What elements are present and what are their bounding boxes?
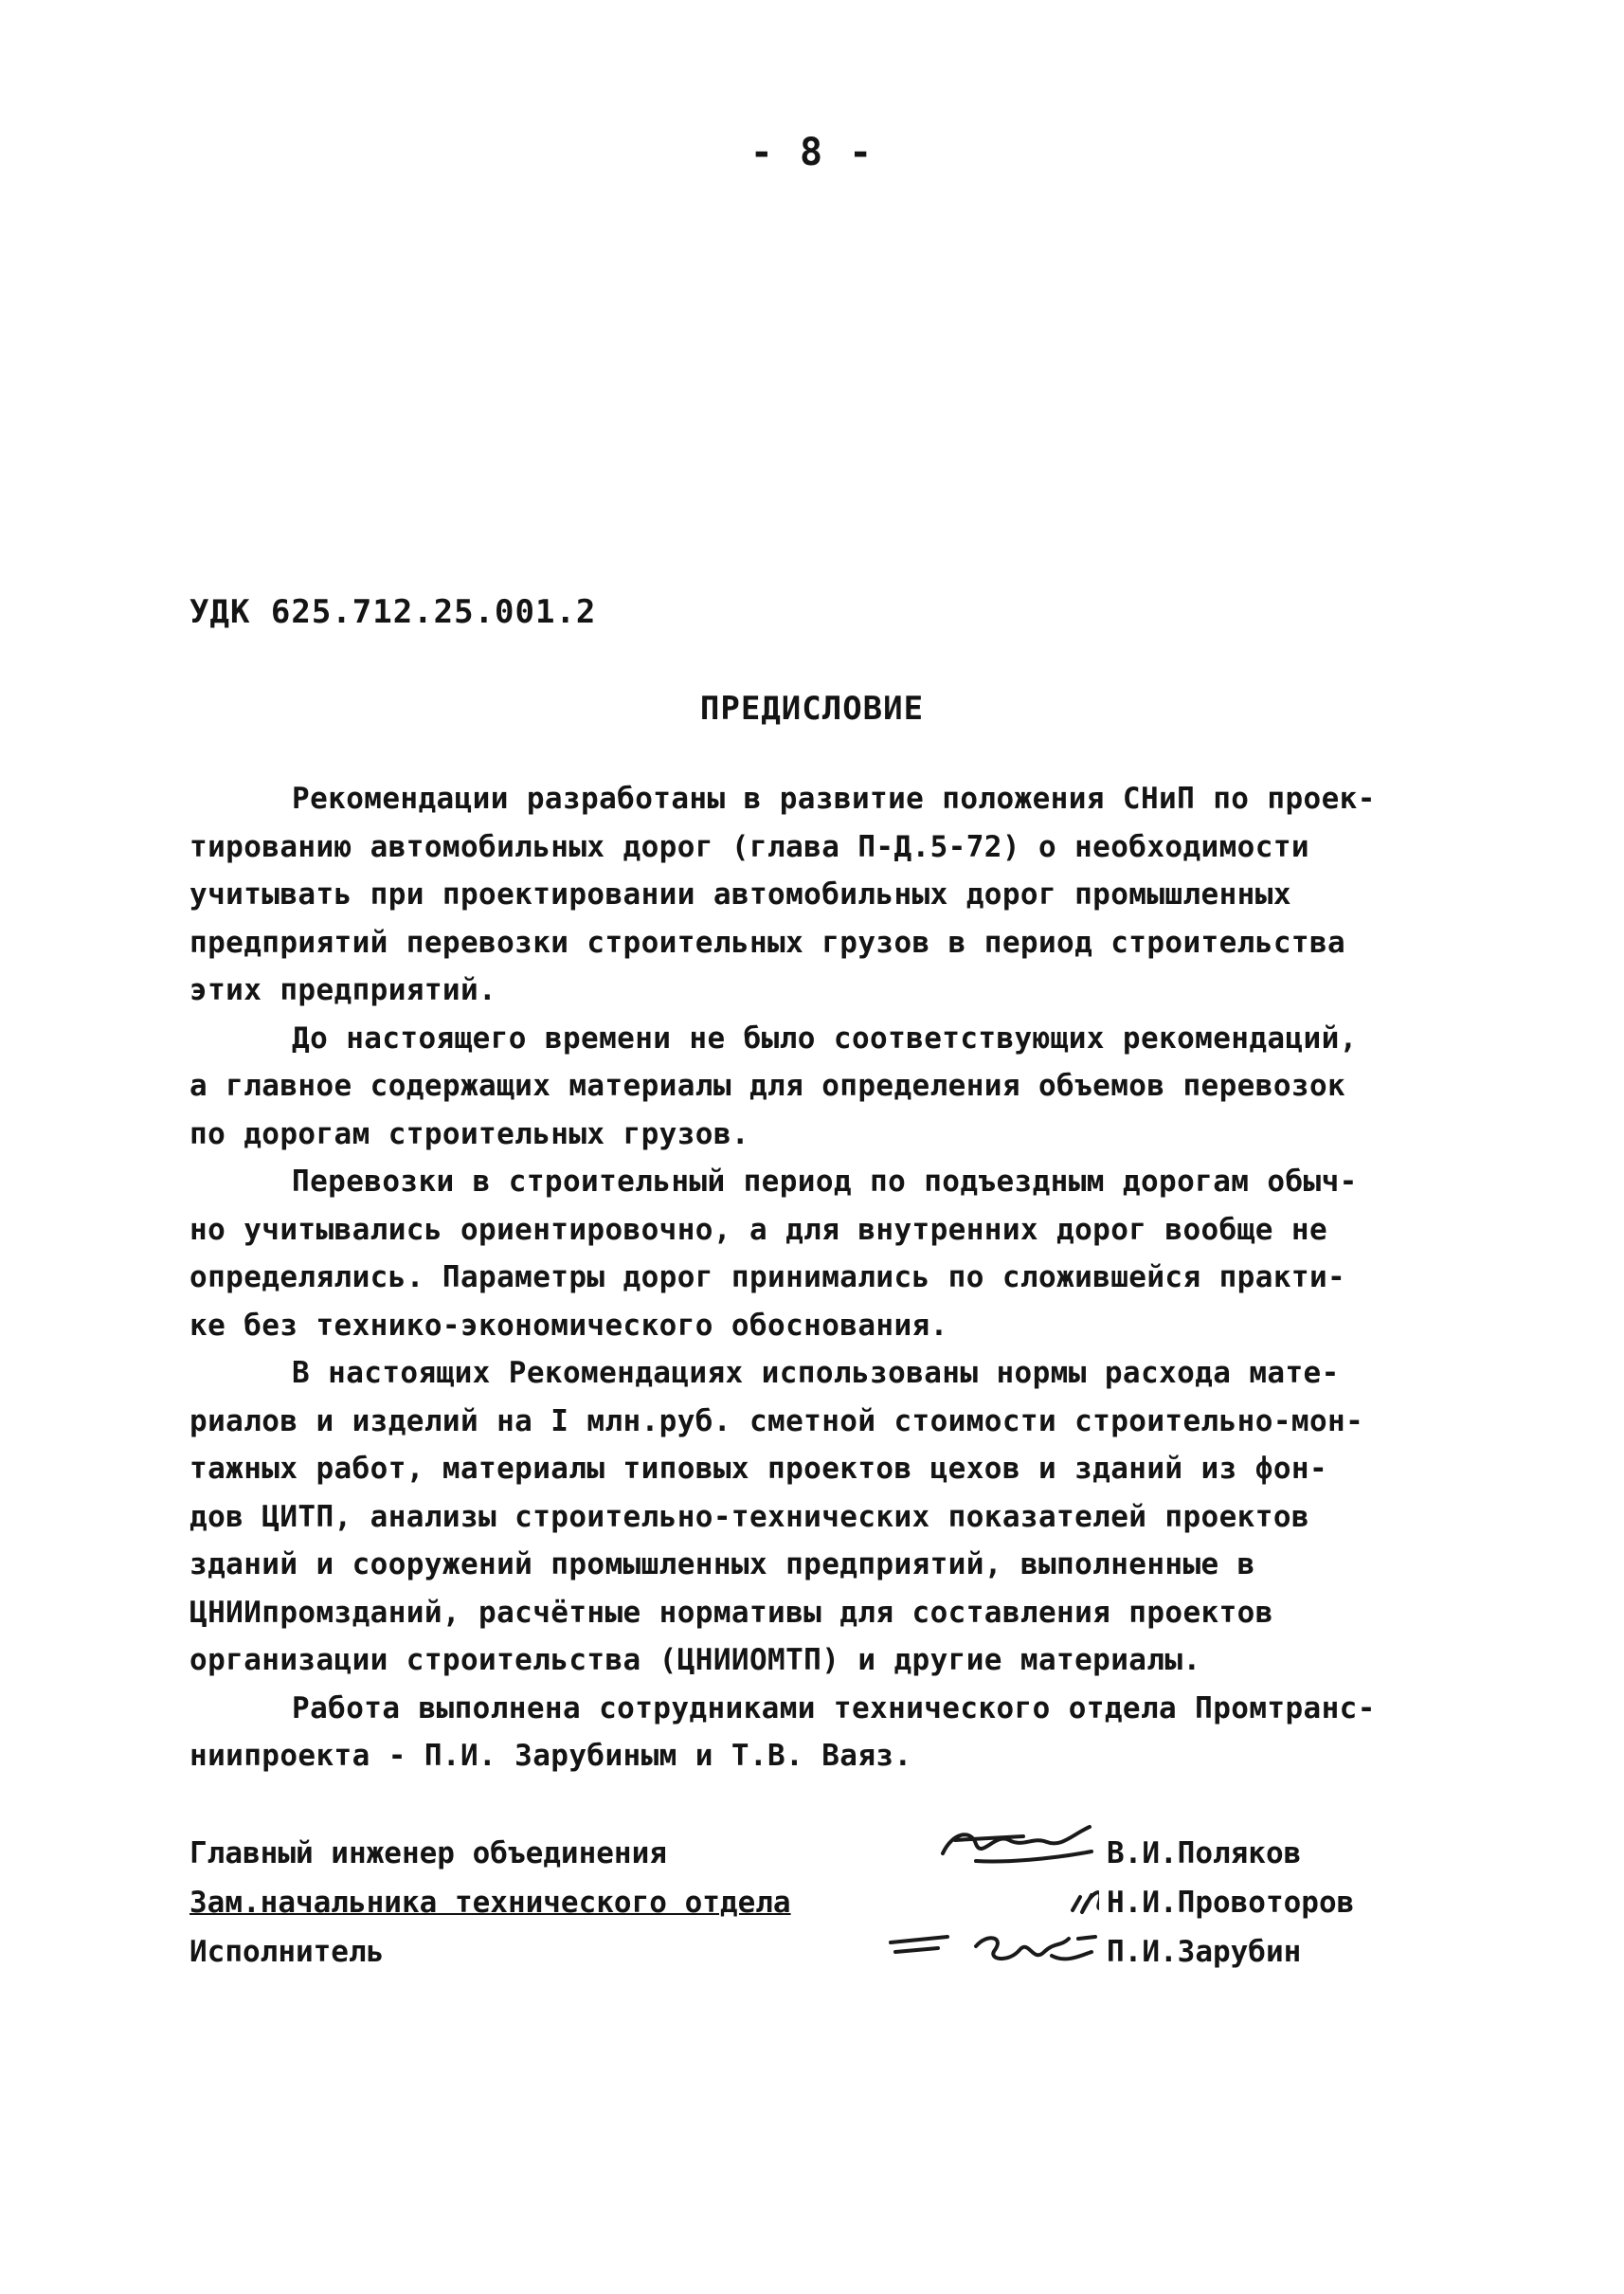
signature-block [189,1829,1459,1977]
text-line: по дорогам строительных грузов. [189,1116,749,1151]
text-line: тажных работ, материалы типовых проектов цехов и зданий из фон- [189,1452,1328,1486]
page-number: - 8 - [749,131,875,174]
text-line: этих предприятий. [189,973,497,1007]
text-line: зданий и сооружений промышленных предприятий, выполненные в [189,1547,1255,1581]
signature-name: Н.И.Провоторов [1107,1886,1355,1920]
text-line: ке без технико-экономического обоснования. [189,1308,948,1343]
text-line: До настоящего времени не было соответствующих рекомендаций, [292,1021,1358,1056]
text-line: предприятий перевозки строительных грузов в период строительства [189,925,1346,960]
udk-code: УДК 625.712.25.001.2 [189,593,597,631]
signature-title: Исполнитель [189,1935,385,1969]
text-line: организации строительства (ЦНИИОМТП) и другие материалы. [189,1643,1201,1677]
text-line: Работа выполнена сотрудниками технического отдела Промтранс- [292,1690,1376,1725]
text-line: но учитывались ориентировочно, а для внутренних дорог вообще не [189,1212,1328,1247]
text-line: ЦНИИпромзданий, расчётные нормативы для составления проектов [189,1595,1273,1630]
preface-body [189,775,1459,1780]
signature-name: В.И.Поляков [1107,1836,1302,1870]
signature-name: П.И.Зарубин [1107,1935,1302,1969]
text-line: риалов и изделий на I млн.руб. сметной стоимости строительно-мон- [189,1403,1364,1438]
section-heading: ПРЕДИСЛОВИЕ [699,690,925,728]
text-line: Перевозки в строительный период по подъездным дорогам обыч- [292,1165,1358,1199]
text-line: В настоящих Рекомендациях использованы нормы расхода мате- [292,1356,1340,1390]
signature-row-executor [189,1927,1459,1977]
text-line: дов ЦИТП, анализы строительно-технических показателей проектов [189,1499,1309,1534]
text-line: а главное содержащих материалы для определения объемов перевозок [189,1069,1346,1103]
text-line: учитывать при проектировании автомобильных дорог промышленных [189,877,1291,912]
signature-title-text: Зам.начальника технического отдела [189,1886,791,1920]
text-line: тированию автомобильных дорог (глава П-Д.5-72) о необходимости [189,829,1309,864]
text-line: ниипроекта - П.И. Зарубиным и Т.В. Ваяз. [189,1739,912,1773]
text-line: определялись. Параметры дорог принимались по сложившейся практи- [189,1260,1346,1294]
text-line: Рекомендации разработаны в развитие положения СНиП по проек- [292,782,1376,816]
handwritten-signature [739,1914,1099,1980]
signature-title [189,1878,791,1927]
signature-title: Главный инженер объединения [189,1836,667,1870]
